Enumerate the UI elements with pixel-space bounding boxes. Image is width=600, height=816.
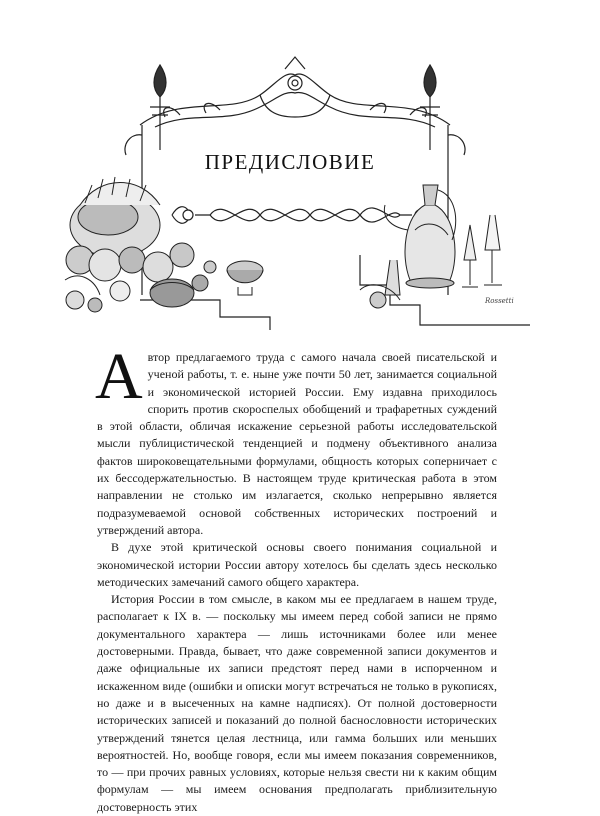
- chapter-title: ПРЕДИСЛОВИЕ: [204, 150, 376, 174]
- body-text: [95, 340, 497, 816]
- bowl-still-life: [227, 261, 263, 295]
- header-ornament-illustration: [60, 55, 530, 330]
- paragraph-2: В духе этой критической основы своего понимания социальной и экономической истории России автору хотелось бы сделать здесь несколько методических замечаний самого общего характера.: [97, 540, 497, 589]
- left-finial: [154, 65, 166, 97]
- interlace-band: [172, 207, 436, 224]
- right-finial: [424, 65, 436, 97]
- drop-cap: А: [95, 340, 143, 413]
- ewer-still-life: [360, 185, 502, 308]
- fruit-still-life: [65, 177, 216, 312]
- paragraph-1: [95, 340, 497, 539]
- illustration-signature: Rossetti: [485, 297, 514, 305]
- paragraph-1-text: втор предлагаемого труда с самого начала своей писательской и ученой работы, т. е. ныне уже почти 50 лет, занимается социальной и экономической историей России. Ему издавна приходилось спорить против скороспелых обобщений и трафаретных суждений в этой области, обличая искажение серьезной работы исследовательской мысли публицистической тенденцией и подмену объективного анализа фактов широковещательными формулами, общность которых соперничает с их бессодержательностью. В настоящем труде критическая работа в этом направлении не столько им излагается, сколько непрерывно является подразумеваемой основой собственных исторических построений и утверждений автора.: [97, 350, 497, 537]
- paragraph-3: История России в том смысле, в каком мы ее предлагаем в нашем труде, располагает к IX в. — поскольку мы имеем перед собой записи не прямо документального характера — лишь источниками более или менее достоверными. Правда, бывает, что даже современной записи документов и даже официальные их записи предстоят перед нами в испорченном и искаженном виде (ошибки и описки могут встречаться не только в рукописях, но даже и в высеченных на камне надписях). От полной достоверности исторических записей и показаний до полной баснословности исторических утверждений тянется целая лестница, или гамма больших или меньших вероятностей. Но, вообще говоря, если мы имеем показания современников, то — при прочих равных условиях, которые нельзя свести ни к каким общим формулам — мы имеем основания предполагать приблизительную достоверность этих: [97, 592, 497, 814]
